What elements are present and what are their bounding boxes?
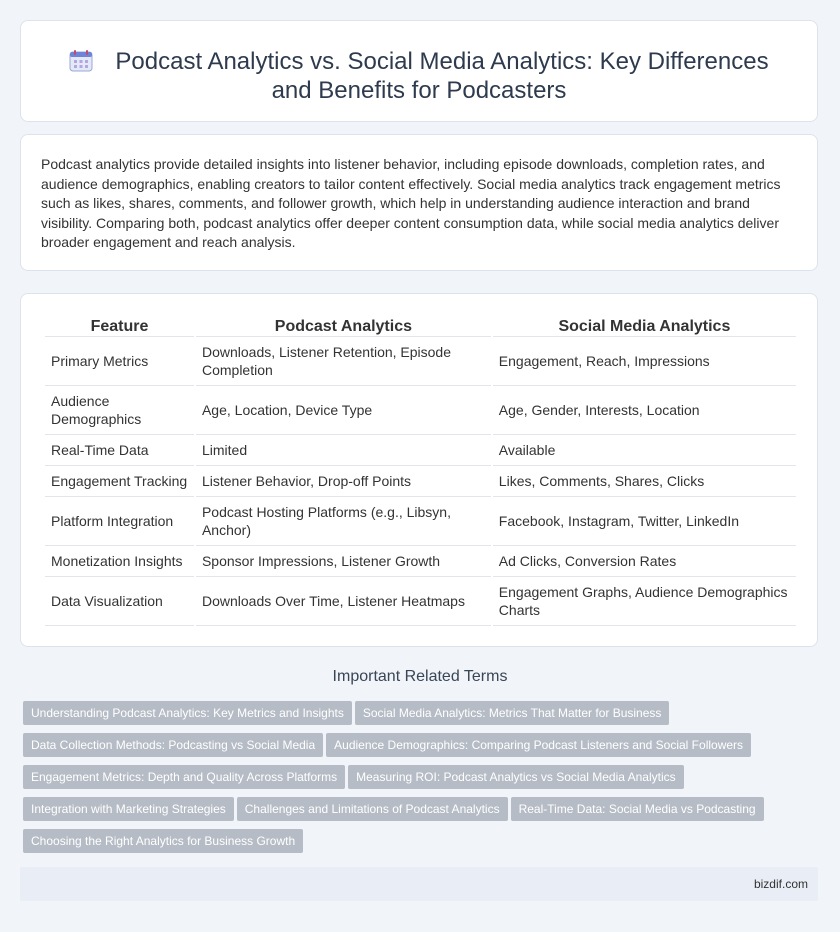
feature-cell: Audience Demographics <box>45 386 194 435</box>
social-cell: Facebook, Instagram, Twitter, LinkedIn <box>493 497 796 546</box>
calendar-icon <box>69 50 93 72</box>
podcast-cell: Age, Location, Device Type <box>196 386 491 435</box>
table-row <box>45 546 796 577</box>
related-term-link[interactable]: Challenges and Limitations of Podcast Analytics <box>237 797 508 821</box>
related-term-link[interactable]: Real-Time Data: Social Media vs Podcasting <box>511 797 764 821</box>
header-card <box>20 20 818 122</box>
table-row <box>45 386 796 435</box>
related-term-link[interactable]: Understanding Podcast Analytics: Key Metrics and Insights <box>23 701 352 725</box>
table-row <box>45 466 796 497</box>
intro-paragraph: Podcast analytics provide detailed insights into listener behavior, including episode downloads, completion rates, and audience demographics, enabling creators to tailor content effectively. Social media analytics track engagement metrics such as likes, shares, comments, and follower growth, which help in understanding audience interaction and brand visibility. Comparing both, podcast analytics offer deeper content consumption data, while social media analytics deliver broader engagement and reach analysis. <box>41 156 781 250</box>
page-title-text: Podcast Analytics vs. Social Media Analytics: Key Differences and Benefits for Podcasters <box>115 48 769 104</box>
table-row <box>45 577 796 626</box>
intro-card <box>20 134 818 271</box>
related-term-link[interactable]: Choosing the Right Analytics for Business Growth <box>23 829 303 853</box>
social-cell: Engagement, Reach, Impressions <box>493 337 796 386</box>
podcast-cell: Listener Behavior, Drop-off Points <box>196 466 491 497</box>
footer <box>20 867 818 901</box>
table-header-row <box>45 316 796 337</box>
related-term-link[interactable]: Integration with Marketing Strategies <box>23 797 234 821</box>
related-term-link[interactable]: Social Media Analytics: Metrics That Matter for Business <box>355 701 670 725</box>
page-title <box>21 21 817 105</box>
feature-cell: Engagement Tracking <box>45 466 194 497</box>
comparison-card <box>20 293 818 647</box>
related-terms-title: Important Related Terms <box>332 668 508 685</box>
podcast-cell: Limited <box>196 435 491 466</box>
comparison-table <box>43 316 798 626</box>
social-cell: Likes, Comments, Shares, Clicks <box>493 466 796 497</box>
social-cell: Available <box>493 435 796 466</box>
social-cell: Age, Gender, Interests, Location <box>493 386 796 435</box>
feature-cell: Primary Metrics <box>45 337 194 386</box>
header-podcast-analytics: Podcast Analytics <box>196 316 491 337</box>
feature-cell: Data Visualization <box>45 577 194 626</box>
related-term-link[interactable]: Data Collection Methods: Podcasting vs Social Media <box>23 733 323 757</box>
related-term-link[interactable]: Engagement Metrics: Depth and Quality Across Platforms <box>23 765 345 789</box>
related-term-link[interactable]: Audience Demographics: Comparing Podcast Listeners and Social Followers <box>326 733 751 757</box>
feature-cell: Platform Integration <box>45 497 194 546</box>
feature-cell: Real-Time Data <box>45 435 194 466</box>
related-terms-list <box>23 701 813 861</box>
podcast-cell: Downloads Over Time, Listener Heatmaps <box>196 577 491 626</box>
header-social-media-analytics: Social Media Analytics <box>493 316 796 337</box>
header-feature: Feature <box>45 316 194 337</box>
podcast-cell: Sponsor Impressions, Listener Growth <box>196 546 491 577</box>
podcast-cell: Podcast Hosting Platforms (e.g., Libsyn, Anchor) <box>196 497 491 546</box>
table-row <box>45 435 796 466</box>
related-term-link[interactable]: Measuring ROI: Podcast Analytics vs Social Media Analytics <box>348 765 683 789</box>
social-cell: Ad Clicks, Conversion Rates <box>493 546 796 577</box>
social-cell: Engagement Graphs, Audience Demographics Charts <box>493 577 796 626</box>
table-row <box>45 497 796 546</box>
podcast-cell: Downloads, Listener Retention, Episode Completion <box>196 337 491 386</box>
table-row <box>45 337 796 386</box>
footer-site-link[interactable]: bizdif.com <box>753 877 808 891</box>
feature-cell: Monetization Insights <box>45 546 194 577</box>
